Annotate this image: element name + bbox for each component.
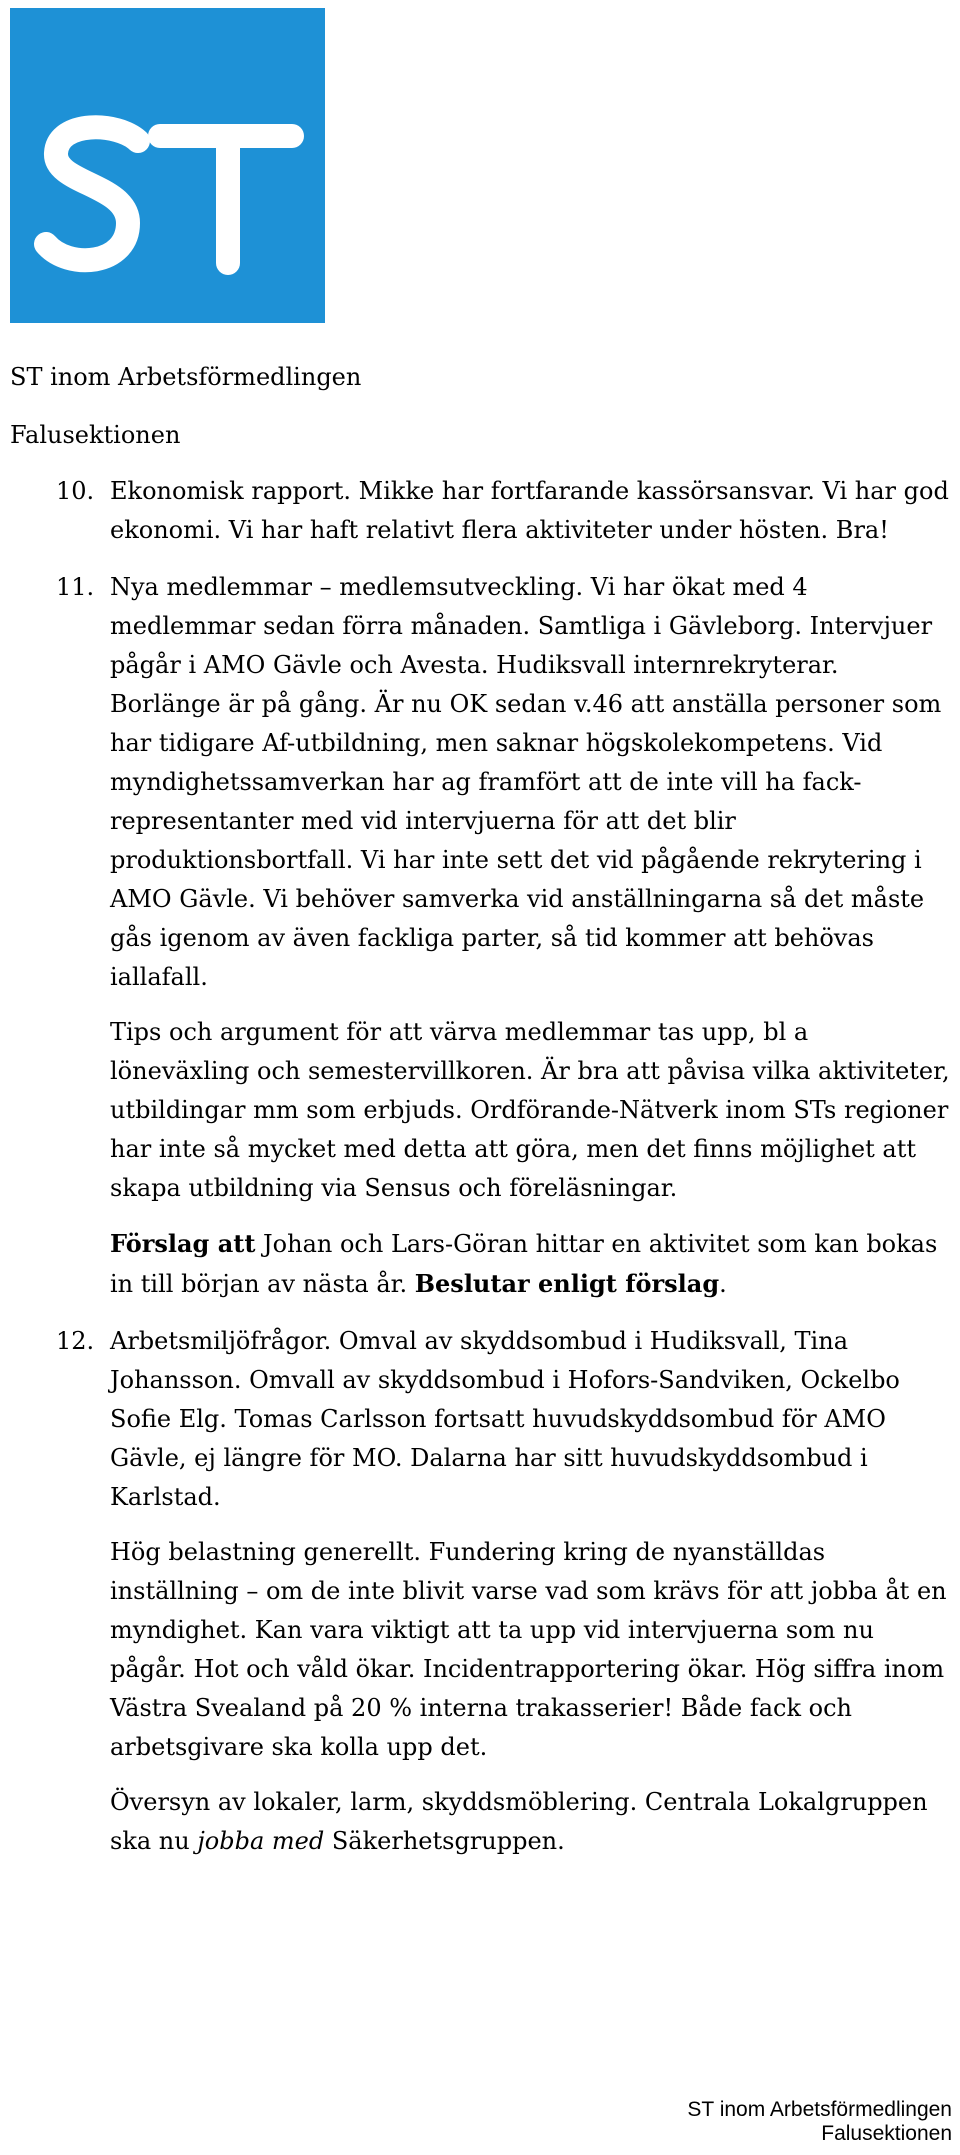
paragraph: Nya medlemmar – medlemsutveckling. Vi har ökat med 4 medlemmar sedan förra månaden. Samtliga i Gävleborg. Intervjuer pågår i AMO Gävle och Avesta. Hudiksvall internrekryterar. Borlänge är på gång. Är nu OK sedan v.46 att anställa personer som har tidigare Af-utbildning, men saknar högskolekompetens. Vid myndighetssamverkan har ag framfört att de inte vill ha fack-representanter med vid intervjuerna för att det blir produktionsbortfall. Vi har inte sett det vid pågående rekrytering i AMO Gävle. Vi behöver samverka vid anställningarna så det måste gås igenom av även fackliga parter, så tid kommer att behövas iallafall.: [110, 573, 942, 991]
st-logo-icon: [10, 8, 325, 323]
emphasis: jobba med: [197, 1827, 325, 1855]
proposal-paragraph: Förslag att Johan och Lars-Göran hittar en aktivitet som kan bokas in till början av nästa år. Beslutar enligt förslag.: [110, 1229, 938, 1298]
item-number: 11.: [56, 573, 95, 601]
footer-org-name: ST inom Arbetsförmedlingen: [687, 2098, 952, 2121]
paragraph: Ekonomisk rapport. Mikke har fortfarande kassörsansvar. Vi har god ekonomi. Vi har haft relativt flera aktiviteter under hösten. Bra!: [110, 477, 949, 544]
page-footer: [687, 2098, 952, 2146]
paragraph: Hög belastning generellt. Fundering kring de nyanställdas inställning – om de inte blivit varse vad som krävs för att jobba åt en myndighet. Kan vara viktigt att ta upp vid intervjuerna som nu pågår. Hot och våld ökar. Incidentrapportering ökar. Hög siffra inom Västra Svealand på 20 % interna trakasserier! Både fack och arbetsgivare ska kolla upp det.: [110, 1538, 947, 1761]
section-name: Falusektionen: [10, 421, 181, 449]
proposal-label: Förslag att: [110, 1229, 256, 1258]
footer-section: Falusektionen: [821, 2122, 952, 2145]
paragraph: Arbetsmiljöfrågor. Omval av skyddsombud i Hudiksvall, Tina Johansson. Omvall av skyddsombud i Hofors-Sandviken, Ockelbo Sofie Elg. Tomas Carlsson fortsatt huvudskyddsombud för AMO Gävle, ej längre för MO. Dalarna har sitt huvudskyddsombud i Karlstad.: [110, 1327, 900, 1511]
org-name: ST inom Arbetsförmedlingen: [10, 363, 362, 391]
agenda-item-12: [10, 1322, 955, 1861]
paragraph: Tips och argument för att värva medlemmar tas upp, bl a löneväxling och semestervillkoren. Är bra att påvisa vilka aktiviteter, utbildingar mm som erbjuds. Ordförande-Nätverk inom STs regioner har inte så mycket med detta att göra, men det finns möjlighet att skapa utbildning via Sensus och föreläsningar.: [110, 1018, 950, 1202]
agenda-item-11: [10, 568, 955, 1304]
item-number: 10.: [56, 477, 95, 505]
minutes-body: [10, 472, 955, 1861]
decision-label: Beslutar enligt förslag: [414, 1269, 720, 1298]
item-number: 12.: [56, 1327, 95, 1355]
agenda-item-10: [10, 472, 955, 550]
paragraph: Översyn av lokaler, larm, skyddsmöblering. Centrala Lokalgruppen ska nu jobba med Säkerhetsgruppen.: [110, 1788, 928, 1855]
st-logo: [10, 8, 325, 323]
